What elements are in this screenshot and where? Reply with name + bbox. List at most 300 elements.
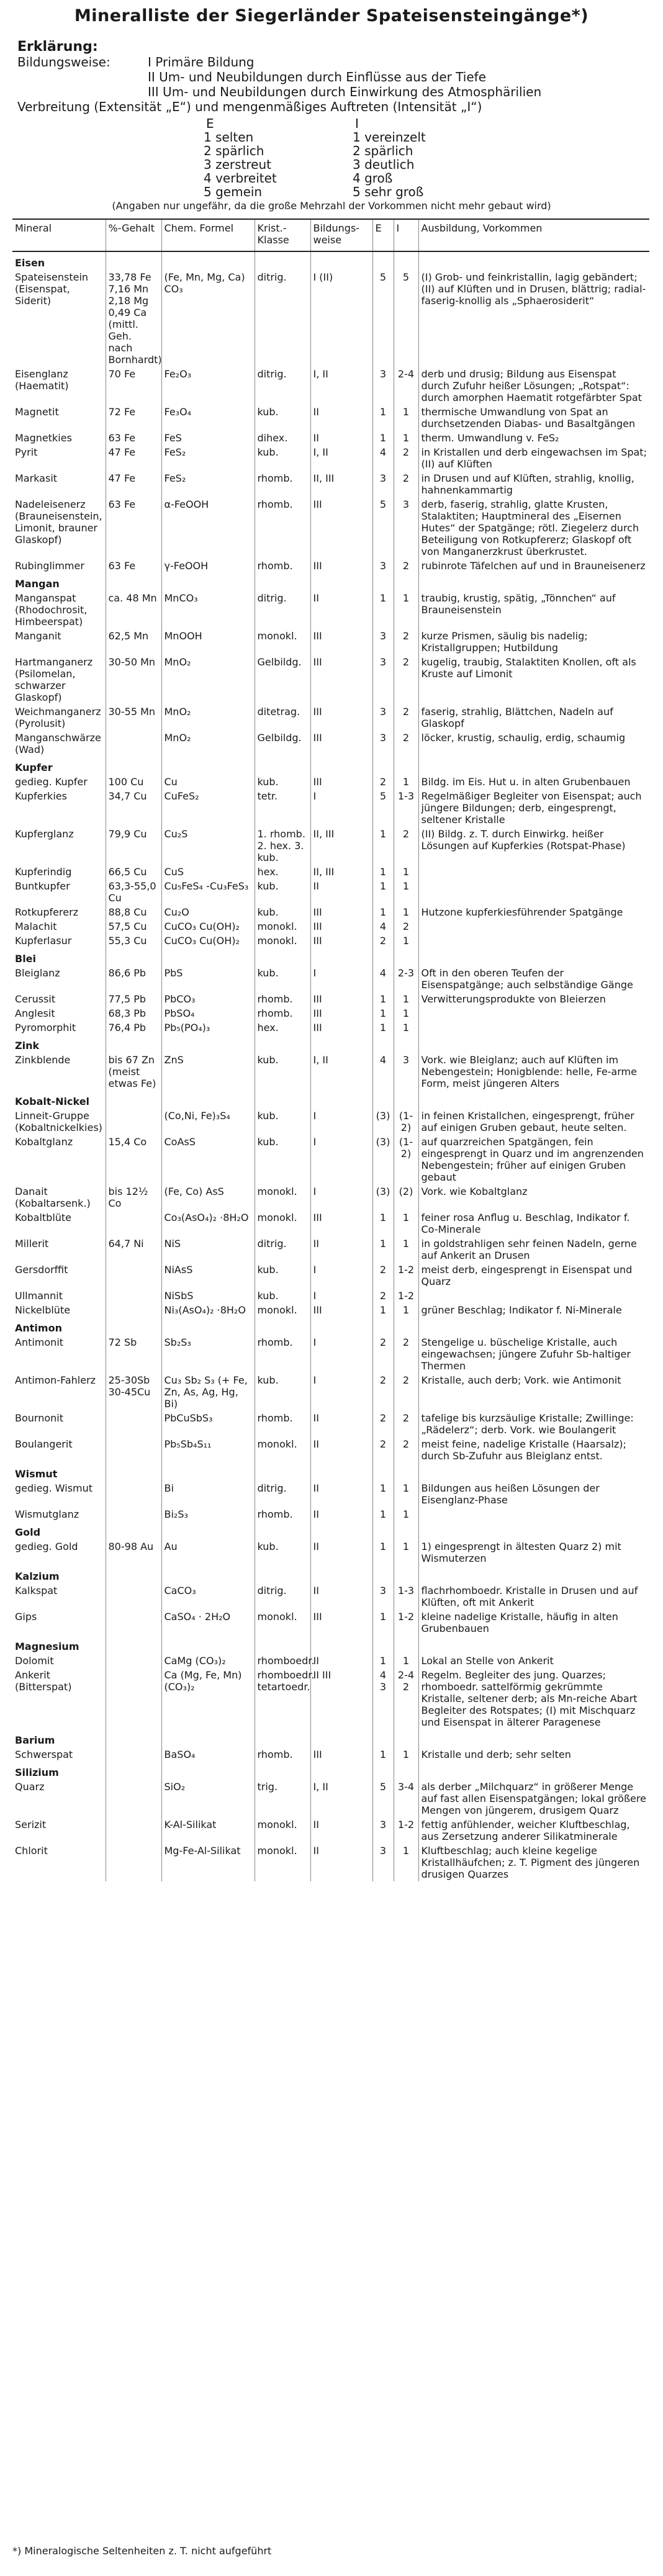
empty-cell (255, 1317, 310, 1335)
table-cell: 86,6 Pb (106, 966, 161, 992)
table-cell: Ankerit (Bitterspat) (12, 1668, 106, 1729)
empty-cell (372, 1035, 394, 1053)
table-cell: 64,7 Ni (106, 1236, 161, 1263)
table-cell: kub. (255, 1263, 310, 1289)
table-cell: 1 (394, 934, 418, 948)
table-cell: 1 (394, 1481, 418, 1507)
table-cell: MnO₂ (161, 731, 255, 757)
table-cell: III (310, 934, 372, 948)
table-cell: Gersdorffit (12, 1263, 106, 1289)
table-cell: 1 (394, 405, 418, 431)
table-cell: 1) eingesprengt in ältesten Quarz 2) mit Wismuterzen (421, 1541, 621, 1564)
group-row (12, 573, 649, 591)
group-row (12, 251, 649, 270)
table-cell: I (310, 789, 372, 827)
table-cell: 2 (394, 629, 418, 655)
table-cell: Bleiglanz (12, 966, 106, 992)
table-cell: III (310, 559, 372, 573)
table-cell: 2 (394, 655, 418, 705)
angaben-note: (Angaben nur ungefähr, da die große Mehrzahl der Vorkommen nicht mehr gebaut wird) (112, 200, 551, 212)
table-cell: Bournonit (12, 1411, 106, 1437)
bildung-lines (148, 55, 541, 99)
table-cell: 2 (372, 775, 394, 789)
table-cell: Danait (Kobaltarsenk.) (12, 1184, 106, 1210)
table-row (12, 1303, 649, 1317)
table-cell: rhomb. (255, 1006, 310, 1020)
table-row (12, 629, 649, 655)
empty-cell (161, 573, 255, 591)
table-cell (106, 1654, 161, 1668)
empty-cell (418, 1091, 649, 1109)
table-cell: 2 (372, 1263, 394, 1289)
empty-cell (106, 1035, 161, 1053)
table-cell: 76,4 Pb (106, 1020, 161, 1035)
group-row (12, 1317, 649, 1335)
table-row (12, 1654, 649, 1668)
table-cell: ditetrag. (255, 705, 310, 731)
scale-i-item: 1 vereinzelt (353, 130, 426, 145)
table-row (12, 789, 649, 827)
table-cell: 1 (394, 1539, 418, 1565)
empty-cell (310, 1636, 372, 1654)
empty-cell (310, 1565, 372, 1583)
table-cell: Cu (161, 775, 255, 789)
table-cell: Au (161, 1539, 255, 1565)
table-cell: I (310, 1184, 372, 1210)
table-cell: 1 (372, 591, 394, 629)
table-cell: Pb₅(PO₄)₃ (161, 1020, 255, 1035)
table-cell: hex. (255, 865, 310, 879)
table-cell: 2 (394, 919, 418, 934)
scale-i-item: 2 spärlich (353, 143, 413, 158)
table-cell: 3 (372, 705, 394, 731)
empty-cell (161, 1729, 255, 1747)
table-cell: Antimon-Fahlerz (12, 1373, 106, 1411)
table-cell: III (310, 992, 372, 1006)
empty-cell (106, 948, 161, 966)
table-cell: Sb₂S₃ (161, 1335, 255, 1373)
table-cell: ditrig. (255, 1583, 310, 1610)
table-cell: III (310, 1020, 372, 1035)
table-cell: 1-2 (394, 1263, 418, 1289)
table-cell: I (310, 1109, 372, 1135)
table-cell: PbCO₃ (161, 992, 255, 1006)
table-row (12, 1184, 649, 1210)
table-cell: 66,5 Cu (106, 865, 161, 879)
empty-cell (394, 1521, 418, 1539)
empty-cell (161, 1565, 255, 1583)
table-cell: Regelm. Begleiter des jung. Quarzes; rhomboedr. sattelförmig gekrümmte Kristalle, seltener derb; als Mn-reiche Abart Begleiter des Rotspates; (I) mit Mischquarz und Eisenspat in älterer Paragenese (421, 1669, 638, 1728)
table-cell: feiner rosa Anflug u. Beschlag, Indikator f. Co-Minerale (421, 1212, 630, 1235)
empty-cell (372, 1317, 394, 1335)
table-cell: als derber „Milchquarz“ in größerer Menge auf fast allen Eisenspatgängen; lokal größere Mengen von jüngerem, drusigem Quarz (421, 1781, 646, 1816)
table-cell: 1 (394, 879, 418, 905)
col-header: E (372, 219, 394, 251)
table-cell: I (310, 966, 372, 992)
empty-cell (255, 1636, 310, 1654)
table-cell: (2) (394, 1184, 418, 1210)
empty-cell (255, 251, 310, 270)
table-cell: Gelbildg. (255, 655, 310, 705)
scale-e-item: 5 gemein (204, 184, 263, 199)
table-cell: 1-2 (394, 1289, 418, 1303)
table-cell: kub. (255, 445, 310, 471)
table-cell: Nadeleisenerz (Brauneisenstein, Limonit, brauner Glaskopf) (12, 497, 106, 559)
empty-cell (372, 1565, 394, 1583)
table-cell: Hartmanganerz (Psilomelan, schwarzer Glaskopf) (12, 655, 106, 705)
table-cell: ditrig. (255, 270, 310, 367)
table-cell: 1 (394, 431, 418, 445)
table-row (12, 1373, 649, 1411)
scale-e (204, 117, 277, 199)
bildung-label: Bildungsweise: (17, 55, 110, 70)
empty-cell (372, 573, 394, 591)
table-row (12, 497, 649, 559)
table-cell: trig. (255, 1780, 310, 1817)
table-cell: 1-3 (394, 789, 418, 827)
table-cell: 1 (372, 992, 394, 1006)
table-cell: 2 (394, 1411, 418, 1437)
col-header: I (394, 219, 418, 251)
table-cell: II III (310, 1668, 372, 1729)
table-cell: monokl. (255, 629, 310, 655)
table-cell: Regelmäßiger Begleiter von Eisenspat; auch jüngere Bildungen; derb, eingesprengt, seltener Kristalle (421, 790, 642, 826)
scale-e-item: 3 zerstreut (204, 157, 271, 172)
table-cell: 1 (394, 1210, 418, 1236)
table-cell: SiO₂ (161, 1780, 255, 1817)
table-cell: γ-FeOOH (161, 559, 255, 573)
empty-cell (418, 1317, 649, 1335)
table-cell: Bi (161, 1481, 255, 1507)
empty-cell (161, 1521, 255, 1539)
table-cell: I, II (310, 1053, 372, 1091)
table-cell (418, 1289, 649, 1303)
empty-cell (161, 251, 255, 270)
empty-cell (372, 1463, 394, 1481)
table-row (12, 445, 649, 471)
table-cell: Cu₃ Sb₂ S₃ (+ Fe, Zn, As, Ag, Hg, Bi) (161, 1373, 255, 1411)
empty-cell (418, 251, 649, 270)
group-label: Blei (12, 948, 106, 966)
table-cell: Serizit (12, 1817, 106, 1844)
table-row (12, 1289, 649, 1303)
group-row (12, 1091, 649, 1109)
table-cell: 1 (372, 1747, 394, 1762)
group-row (12, 1565, 649, 1583)
table-cell (418, 919, 649, 934)
table-cell: (3) (372, 1109, 394, 1135)
empty-cell (106, 573, 161, 591)
table-cell: ditrig. (255, 1236, 310, 1263)
table-cell: K-Al-Silikat (161, 1817, 255, 1844)
empty-cell (372, 1636, 394, 1654)
bildung-line: II Um- und Neubildungen durch Einflüsse aus der Tiefe (148, 70, 487, 84)
table-cell: Ni₃(AsO₄)₂ ·8H₂O (161, 1303, 255, 1317)
table-cell: I (310, 1335, 372, 1373)
empty-cell (106, 1762, 161, 1780)
table-row (12, 705, 649, 731)
table-row (12, 1335, 649, 1373)
col-header: Mineral (12, 219, 106, 251)
group-label: Wismut (12, 1463, 106, 1481)
table-cell: 1 (372, 865, 394, 879)
table-cell: 1 (372, 1006, 394, 1020)
table-row (12, 1507, 649, 1521)
table-cell: 1 (372, 1020, 394, 1035)
table-cell: Kupferkies (12, 789, 106, 827)
table-cell: rhomb. (255, 471, 310, 497)
table-cell: 100 Cu (106, 775, 161, 789)
table-cell: gedieg. Kupfer (12, 775, 106, 789)
table-cell: 1 (372, 405, 394, 431)
table-cell: ditrig. (255, 367, 310, 405)
empty-cell (106, 1565, 161, 1583)
table-cell: flachrhomboedr. Kristalle in Drusen und auf Klüften, oft mit Ankerit (421, 1585, 638, 1608)
table-row (12, 865, 649, 879)
table-cell: derb, faserig, strahlig, glatte Krusten, Stalaktiten; Hauptmineral des „Eisernen Hutes“ der Spatgänge; rötl. Ziegelerz durch Beteiligung von Rotkupfererz; Glaskopf oft von Manganerzkrust überkrustet. (421, 498, 639, 557)
table-cell: CuS (161, 865, 255, 879)
empty-cell (394, 1463, 418, 1481)
table-row (12, 655, 649, 705)
table-row (12, 405, 649, 431)
group-label: Antimon (12, 1317, 106, 1335)
table-cell: BaSO₄ (161, 1747, 255, 1762)
table-row (12, 367, 649, 405)
table-cell: kub. (255, 1135, 310, 1184)
empty-cell (161, 1636, 255, 1654)
table-cell: therm. Umwandlung v. FeS₂ (421, 432, 559, 444)
table-cell: 2 (394, 559, 418, 573)
table-cell: rhomboedr. (255, 1654, 310, 1668)
table-cell: 1 (394, 775, 418, 789)
empty-cell (255, 1565, 310, 1583)
table-cell: Markasit (12, 471, 106, 497)
scale-i-head: I (355, 116, 359, 131)
empty-cell (255, 1729, 310, 1747)
table-cell: Kobaltglanz (12, 1135, 106, 1184)
empty-cell (310, 1729, 372, 1747)
group-label: Eisen (12, 251, 106, 270)
empty-cell (394, 1565, 418, 1583)
table-cell: tetr. (255, 789, 310, 827)
table-cell: 47 Fe (106, 445, 161, 471)
table-cell: III (310, 1303, 372, 1317)
table-cell: kub. (255, 1373, 310, 1411)
table-cell (106, 1481, 161, 1507)
table-cell (418, 1020, 649, 1035)
table-cell: löcker, krustig, schaulig, erdig, schaumig (421, 732, 626, 744)
table-cell: 1 (394, 1654, 418, 1668)
table-cell: 1 (372, 879, 394, 905)
table-cell: 2 (372, 1335, 394, 1373)
table-cell: II (310, 431, 372, 445)
table-cell: 25-30Sb 30-45Cu (106, 1373, 161, 1411)
table-cell: faserig, strahlig, Blättchen, Nadeln auf Glaskopf (421, 706, 613, 729)
bildung-block (17, 55, 644, 99)
table-cell: 2 (394, 471, 418, 497)
table-cell: Weichmanganerz (Pyrolusit) (12, 705, 106, 731)
table-cell: 3 (372, 1844, 394, 1881)
table-cell: Linneit-Gruppe (Kobaltnickelkies) (12, 1109, 106, 1135)
table-cell: kleine nadelige Kristalle, häufig in alten Grubenbauen (421, 1611, 618, 1634)
table-cell: gedieg. Gold (12, 1539, 106, 1565)
empty-cell (161, 757, 255, 775)
table-cell: Kluftbeschlag; auch kleine kegelige Kristallhäufchen; z. T. Pigment des jüngeren drusigen Quarzes (421, 1845, 640, 1880)
table-cell: I, II (310, 1780, 372, 1817)
table-cell: rhomb. (255, 1747, 310, 1762)
empty-cell (310, 573, 372, 591)
table-cell: (Co,Ni, Fe)₃S₄ (161, 1109, 255, 1135)
table-cell: 1 (394, 1020, 418, 1035)
table-cell: 1 (394, 591, 418, 629)
empty-cell (310, 948, 372, 966)
table-cell: 15,4 Co (106, 1135, 161, 1184)
empty-cell (418, 1762, 649, 1780)
table-cell: II, III (310, 827, 372, 865)
table-cell (106, 1668, 161, 1729)
empty-cell (106, 1463, 161, 1481)
group-label: Kupfer (12, 757, 106, 775)
table-cell: kugelig, traubig, Stalaktiten Knollen, oft als Kruste auf Limonit (421, 656, 636, 680)
empty-cell (310, 1463, 372, 1481)
table-cell: 3 (394, 497, 418, 559)
table-cell: in Drusen und auf Klüften, strahlig, knollig, hahnenkammartig (421, 472, 634, 496)
legend-heading: Erklärung: (17, 39, 98, 55)
table-row (12, 1481, 649, 1507)
table-cell: 2 (394, 705, 418, 731)
table-cell: Vork. wie Kobaltglanz (421, 1186, 528, 1197)
table-row (12, 1610, 649, 1636)
group-label: Silizium (12, 1762, 106, 1780)
table-cell: 5 (372, 270, 394, 367)
table-cell: (II) Bildg. z. T. durch Einwirkg. heißer Lösungen auf Kupferkies (Rotspat-Phase) (421, 828, 626, 852)
table-cell: 2 (372, 1289, 394, 1303)
table-cell: Gips (12, 1610, 106, 1636)
table-cell: Bildg. im Eis. Hut u. in alten Grubenbauen (421, 776, 631, 788)
table-cell: 30-55 Mn (106, 705, 161, 731)
col-header: Krist.-Klasse (255, 219, 310, 251)
table-cell: I, II (310, 445, 372, 471)
table-cell: 2 (372, 1373, 394, 1411)
table-cell: Verwitterungsprodukte von Bleierzen (421, 993, 606, 1005)
table-cell: bis 12½ Co (106, 1184, 161, 1210)
scale-e-item: 2 spärlich (204, 143, 264, 158)
empty-cell (255, 948, 310, 966)
empty-cell (418, 573, 649, 591)
table-cell: MnO₂ (161, 705, 255, 731)
table-cell: Co₃(AsO₄)₂ ·8H₂O (161, 1210, 255, 1236)
empty-cell (255, 1521, 310, 1539)
table-cell: 70 Fe (106, 367, 161, 405)
empty-cell (161, 1317, 255, 1335)
table-cell: (3) (372, 1135, 394, 1184)
table-cell: 3 (372, 1583, 394, 1610)
table-cell: II (310, 879, 372, 905)
table-cell: CoAsS (161, 1135, 255, 1184)
table-cell: I (310, 1135, 372, 1184)
table-cell: 2-4 (394, 367, 418, 405)
table-cell (106, 1411, 161, 1437)
table-cell: 3 (394, 1053, 418, 1091)
table-cell: 5 (372, 497, 394, 559)
table-row (12, 559, 649, 573)
table-row (12, 879, 649, 905)
bildung-line: I Primäre Bildung (148, 55, 255, 70)
table-cell: rhomb. (255, 1335, 310, 1373)
table-cell: (1-2) (394, 1135, 418, 1184)
table-cell: kub. (255, 1289, 310, 1303)
table-cell: II (310, 1411, 372, 1437)
empty-cell (418, 1729, 649, 1747)
table-cell: CuFeS₂ (161, 789, 255, 827)
table-row (12, 934, 649, 948)
table-cell: derb und drusig; Bildung aus Eisenspat durch Zufuhr heißer Lösungen; „Rotspat“: durch amorphen Haematit rotgefärbter Spat (421, 368, 642, 403)
table-cell: 79,9 Cu (106, 827, 161, 865)
table-cell: grüner Beschlag; Indikator f. Ni-Minerale (421, 1304, 622, 1316)
table-cell: Antimonit (12, 1335, 106, 1373)
empty-cell (106, 1091, 161, 1109)
table-cell: 3 (372, 655, 394, 705)
empty-cell (372, 1762, 394, 1780)
table-cell: monokl. (255, 934, 310, 948)
empty-cell (372, 251, 394, 270)
table-cell: 47 Fe (106, 471, 161, 497)
table-cell: 63 Fe (106, 497, 161, 559)
table-cell: Nickelblüte (12, 1303, 106, 1317)
table-cell: monokl. (255, 1610, 310, 1636)
table-cell: II (310, 1539, 372, 1565)
table-cell (106, 1817, 161, 1844)
table-cell: 1 (394, 1747, 418, 1762)
table-cell: 2 (394, 1437, 418, 1463)
empty-cell (418, 1636, 649, 1654)
table-cell: 2 (372, 1437, 394, 1463)
table-cell: 2 (394, 827, 418, 865)
table-cell: (3) (372, 1184, 394, 1210)
empty-cell (106, 1521, 161, 1539)
table-row (12, 1006, 649, 1020)
table-cell: 80-98 Au (106, 1539, 161, 1565)
table-cell: Buntkupfer (12, 879, 106, 905)
table-cell: NiAsS (161, 1263, 255, 1289)
table-cell: Mg-Fe-Al-Silikat (161, 1844, 255, 1881)
empty-cell (310, 1762, 372, 1780)
table-row (12, 827, 649, 865)
group-row (12, 948, 649, 966)
table-cell: ditrig. (255, 591, 310, 629)
table-cell: II (310, 1481, 372, 1507)
table-cell: 1 (372, 1507, 394, 1521)
empty-cell (394, 251, 418, 270)
table-cell: kub. (255, 775, 310, 789)
group-label: Magnesium (12, 1636, 106, 1654)
table-cell (106, 1109, 161, 1135)
table-cell: PbSO₄ (161, 1006, 255, 1020)
empty-cell (418, 1035, 649, 1053)
table-cell: II (310, 1583, 372, 1610)
table-cell: Kupferindig (12, 865, 106, 879)
table-cell: PbS (161, 966, 255, 992)
table-cell: in goldstrahligen sehr feinen Nadeln, gerne auf Ankerit an Drusen (421, 1238, 637, 1261)
table-cell: 5 (372, 789, 394, 827)
table-cell: monokl. (255, 1184, 310, 1210)
table-row (12, 1020, 649, 1035)
table-cell: 1 (372, 905, 394, 919)
table-cell: II (310, 1844, 372, 1881)
table-cell: kub. (255, 1109, 310, 1135)
table-cell: II, III (310, 865, 372, 879)
table-cell: 1 (394, 1844, 418, 1881)
